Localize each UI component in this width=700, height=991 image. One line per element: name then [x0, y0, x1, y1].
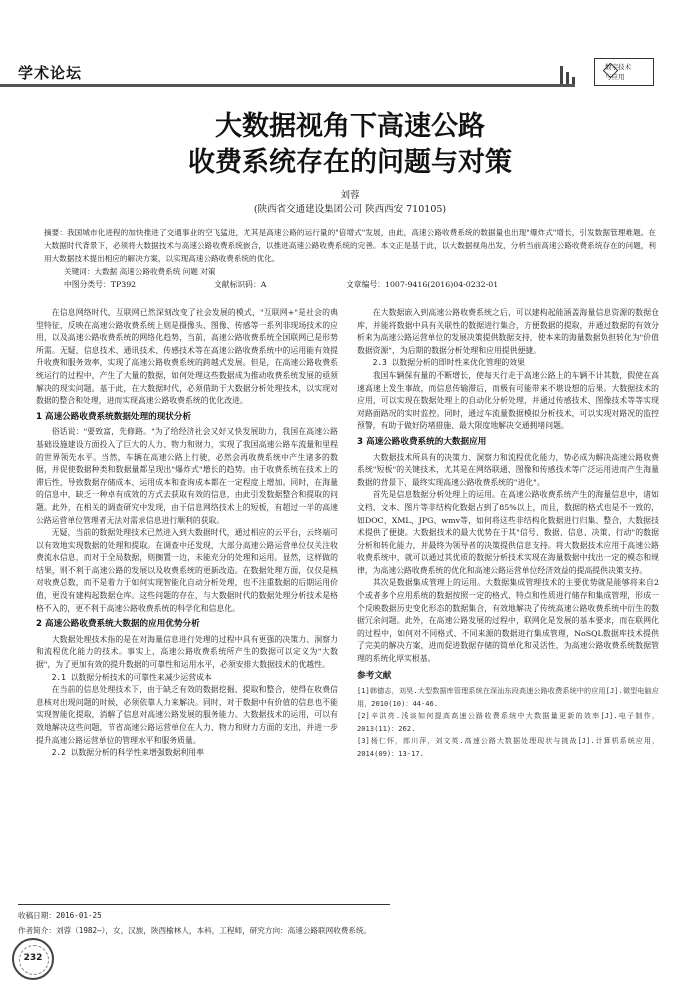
author-bio: 作者简介：刘蓉（1982—），女，汉族，陕西榆林人，本科，工程师，研究方向：高速公路联网收费系统。 — [18, 926, 372, 935]
abstract: 摘要：我国城市化进程的加快推进了交通事业的空飞猛进，尤其是高速公路的运行量的"倍增式"发展，由此，高速公路收费系统的数据量也出现"爆炸式"增长，引发数据管理难题。在大数据时代背景下，必须将大数据技术与高速公路收费系统嵌合，以推进高速公路收费系统的完善。本文正是基于此，以大数据视角出发，分析当前高速公路收费系统存在的问题，利用大数据技术提出相应的解决方案，以实现高速公路收费系统的优化。 — [44, 228, 656, 263]
logo-line2: 与应用 — [605, 73, 625, 81]
left-column — [36, 307, 338, 760]
intro-paragraph: 在信息网络时代，互联网已然深刻改变了社会发展的模式，"互联网+"是社会的典型特征，反映在高速公路收费系统上则是摄像头、图像、传感等一系列非现场技术的应用，以及高速公路收费系统的网络化趋势，当前，高速公路收费系统全国联网已是形势所需。无疑，信息技术、通讯技术、传感技术等在高速公路收费系统中的运用能有效提升收费和服务效率，实现了高速公路收费系统的跨越式发展。但是，在高速公路收费系统运行的过程中，产生了大量的数据，如何处理这些数据成为推动收费系统发展的亟须解决的现实问题。基于此，在大数据时代，必须借助于大数据分析处理技术，以实现对数据的整合和处理，进而实现高速公路收费系统的优化改进。 — [36, 308, 338, 406]
header-bars-decoration — [560, 66, 580, 86]
right-column — [357, 307, 659, 760]
article-title-line2: 收费系统存在的问题与对策 — [188, 147, 512, 178]
paragraph: 无疑，当前的数据处理技术已然进入到大数据时代，通过相应的云平台，云终端可以有效地实现数据的处理和提取。在调查中还发现，大部分高速公路运营单位仅关注收费流水信息，而对于全局数据，则搁置一边，未能充分的处理和运用。显然，这样做的结果，则不利于高速公路的发展以及收费系统的更新改造。在数据处理方面，仅仅是核对收费总数，而不是着力于如何实现智能化自动分析处理，也不注重数据的后期运用价值，更没有建构起数据仓库。这些问题的存在，与大数据时代的数据处理分析技术是格格不入的，更不利于高速公路收费系统的科学化和信息化。 — [36, 528, 338, 613]
paragraph: 其次是数据集成管理上的运用。大数据集成管理技术的主要优势就是能够将来自2个或者多个应用系统的数据按照一定的格式、特点和性质进行储存和集成管理，形成一个反映数据历史变化形态的数据集合，有效地解决了传统高速公路收费系统中衍生的数据冗余问题。此外，在高速公路发展的过程中，联网化是发展的基本要求，而在联网化的过程中，如何对不同格式、不同来源的数据进行集成管理，NoSQL数据库技术提供了完美的解决方案，进而促进数据存储的简单化和灵活性，为高速公路收费系统数据管理的系统化厚实根基。 — [357, 578, 659, 664]
subsection-2-3-heading: 2.3 以数据分析的即时性来优化管理的效果 — [372, 358, 525, 368]
header-rule — [0, 84, 575, 87]
reference-item: [1]韩德志，刘昊.大型数据库管理系统在深汕东段高速公路收费系统中的应用[J].微型电脑应用，2010(10)：44-46. — [357, 686, 659, 708]
keywords: 关键词：大数据 高速公路收费系统 问题 对策 — [64, 267, 216, 276]
received-date: 收稿日期：2016-01-25 — [18, 911, 102, 920]
subsection-2-2-heading: 2.2 以数据分析的科学性来增强数据利用率 — [51, 748, 204, 758]
clc-number: 中图分类号：TP392 — [64, 280, 137, 289]
paragraph: 我国车辆保有量的不断增长，使每天行走于高速公路上的车辆不计其数，假使在高速高速上发生事故，而信息传输滞后，而极有可能带来不堪设想的后果。大数据技术的应用，可以实现在数据处理上的自动化分析处理，并通过传感技术、图像技术等等实现对路面路况的实时监控。同时，通过车流量数据模拟分析技术，可以实现对路况的监控预警，有助于做好防堵措施、最大限度地解决交通拥堵问题。 — [357, 370, 659, 431]
footnote-rule — [18, 904, 390, 905]
paragraph: 在当前的信息处理技术下，由于缺乏有效的数据挖掘、提取和整合，使得在收费信息核对出现问题的时候，必须依靠人力来解决。同时，对于数据中有价值的信息也不能实现智能化提取，消解了信息对高速公路发展的服务能力。大数据技术的运用，可以有效地解决这些问题，节省高速公路运营单位在人力、物力和财力方面的支出，并进一步提升高速公路运营单位的管理水平和服务质量。 — [36, 685, 338, 745]
page-number-badge — [12, 938, 54, 980]
article-title-line1: 大数据视角下高速公路 — [215, 111, 485, 142]
paragraph: 大数据处理技术指的是在对海量信息进行处理的过程中具有更强的决策力、洞察力和流程优化能力的技术。事实上，高速公路收费系统所产生的数据可以定义为"大数据"，为了更加有效的提升数据的可靠性和运用水平，必须安排大数据技术的优越性。 — [36, 634, 338, 670]
paragraph: 首先是信息数据分析处理上的运用。在高速公路收费系统产生的海量信息中，诸如文档、文本、图片等非结构化数据占到了85%以上，而且，数据的格式也是不一致的，如DOC、XML、JPG、wmv等，如何将这些非结构化数据进行归集、整合，大数据技术提供了便捷。大数据技术的最大优势在于其"信号、数据、信息、决策、行动"的数据分析和转化能力，并最终为领导者的决策提供信息支持。将大数据技术应用于高速公路收费系统中，就可以通过其优质的数据分析技术实现在海量数据中找出一定的模态和规律，为高速公路收费系统的优化和高速公路运营单位经济效益的提高提供决策支持。 — [357, 490, 659, 575]
author-name: 刘蓉 — [340, 190, 360, 201]
document-code: 文献标识码：A — [214, 280, 267, 289]
references-heading: 参考文献 — [357, 670, 392, 681]
paragraph: 大数据技术所具有的决策力、洞察力和流程优化能力，势必成为解决高速公路收费系统"短板"的关键技术，尤其是在网络联通、图像和传感技术等广泛运用进而产生海量数据的背景下，最终实现高速公路收费系统的"进化"。 — [357, 452, 659, 487]
author-affiliation: (陕西省交通建设集团公司 陕西西安 710105) — [253, 204, 447, 215]
article-number: 文章编号：1007-9416(2016)04-0232-01 — [346, 280, 499, 289]
page-number: 232 — [23, 953, 43, 963]
section-1-heading: 1 高速公路收费系统数据处理的现状分析 — [36, 411, 192, 422]
journal-logo — [594, 58, 654, 86]
logo-line1: 数字技术 — [605, 63, 631, 71]
subsection-2-1-heading: 2.1 以数据分析技术的可靠性来减少运营成本 — [51, 672, 212, 682]
reference-item: [3]杨仁怀，郎川萍，刘文英.高速公路大数据处理现状与挑战[J].计算机系统应用，2014(09)：13-17. — [357, 736, 659, 758]
section-2-heading: 2 高速公路收费系统大数据的应用优势分析 — [36, 619, 200, 630]
section-label: 学术论坛 — [18, 64, 83, 82]
section-3-heading: 3 高速公路收费系统的大数据应用 — [357, 436, 487, 447]
reference-item: [2]辛洪亮.浅谈如何提高高速公路收费系统中大数据量更新的效率[J].电子制作，2013(11)：262. — [357, 711, 659, 733]
paragraph: 在大数据嵌入到高速公路收费系统之后，可以建构起能涵盖海量信息资源的数据仓库，并能将数据中具有关联性的数据进行集合，方便数据的提取，并通过数据的有效分析来为高速公路运营单位的发展决策提供数据支持，使本来的海量数据负担转化为"价值数据资源"，为后期的数据分析处理和应用提供便捷。 — [357, 308, 659, 355]
paragraph: 俗话说："要致富，先修路。"为了给经济社会又好又快发展助力，我国在高速公路基础设施建设方面投入了巨大的人力、物力和财力，实现了我国高速公路车流量和里程的世界领先水平。当然，车辆在高速公路上行驶，必然会再收费系统中产生诸多的数据，并促使数据种类和数据量都呈现出"爆炸式"增长的趋势。由于收费系统在技术上的滞后性，导致数据存储成本、运用成本和查询成本都在一定程度上增加。同时，在海量的信息中，缺乏一种卓有成效的方式去获取有效的信息，由此引发数据整合和提取的问题。此外，在相关的调查研究中发现，由于信息网络技术上的短板，有超过一半的高速公路运营单位管理者无法对需求信息进行顺利的获取。 — [36, 427, 338, 525]
